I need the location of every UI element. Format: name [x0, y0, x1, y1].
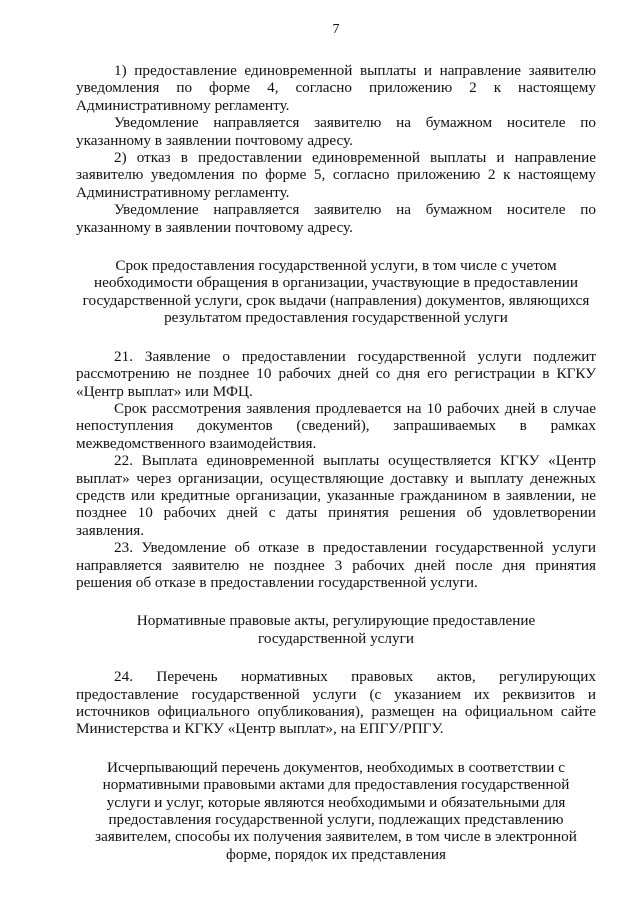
section-heading: Исчерпывающий перечень документов, необходимых в соответствии с нормативными правовыми актами для предоставления государственной услуги и услуг, которые являются необходимыми и обязательными для предоставления государственной услуги, подлежащих представлению заявителем, способы их получения заявителем, в том числе в электронной форме, порядок их представления	[95, 758, 577, 863]
paragraph: Уведомление направляется заявителю на бумажном носителе по указанному в заявлении почтовому адресу.	[76, 114, 596, 149]
spacer	[76, 647, 596, 668]
paragraph: 2) отказ в предоставлении единовременной выплаты и направление заявителю уведомления по форме 5, согласно приложению 2 к настоящему Административному регламенту.	[76, 149, 596, 201]
spacer	[76, 738, 596, 759]
spacer	[76, 591, 596, 612]
section-heading: Нормативные правовые акты, регулирующие предоставление государственной услуги	[136, 612, 536, 647]
paragraph: 22. Выплата единовременной выплаты осуществляется КГКУ «Центр выплат» через организации, осуществляющие доставку и выплату денежных средств или кредитные организации, указанные гражданином в заявлении, не позднее 10 рабочих дней с даты принятия решения об удовлетворении заявления.	[76, 452, 596, 539]
document-page	[76, 22, 596, 863]
section-heading: Срок предоставления государственной услуги, в том числе с учетом необходимости обращения в организации, участвующие в предоставлении государственной услуги, срок выдачи (направления) документов, являющихся результатом предоставления государственной услуги	[82, 257, 590, 327]
paragraph: 23. Уведомление об отказе в предоставлении государственной услуги направляется заявителю не позднее 3 рабочих дней после дня принятия решения об отказе в предоставлении государственной услуги.	[76, 539, 596, 591]
spacer	[76, 327, 596, 348]
paragraph: Срок рассмотрения заявления продлевается на 10 рабочих дней в случае непоступления документов (сведений), запрашиваемых в рамках межведомственного взаимодействия.	[76, 399, 596, 452]
paragraph: 24. Перечень нормативных правовых актов, регулирующих предоставление государственной услуги (с указанием их реквизитов и источников официального опубликования), размещен на официальном сайте Министерства и КГКУ «Центр выплат», на ЕПГУ/РПГУ.	[76, 668, 596, 738]
page-number: 7	[332, 22, 340, 37]
paragraph: 21. Заявление о предоставлении государственной услуги подлежит рассмотрению не позднее 10 рабочих дней со дня его регистрации в КГКУ «Центр выплат» или МФЦ.	[76, 347, 596, 400]
paragraph: Уведомление направляется заявителю на бумажном носителе по указанному в заявлении почтовому адресу.	[76, 201, 596, 236]
paragraph: 1) предоставление единовременной выплаты и направление заявителю уведомления по форме 4, согласно приложению 2 к настоящему Административному регламенту.	[76, 62, 596, 114]
spacer	[76, 236, 596, 257]
